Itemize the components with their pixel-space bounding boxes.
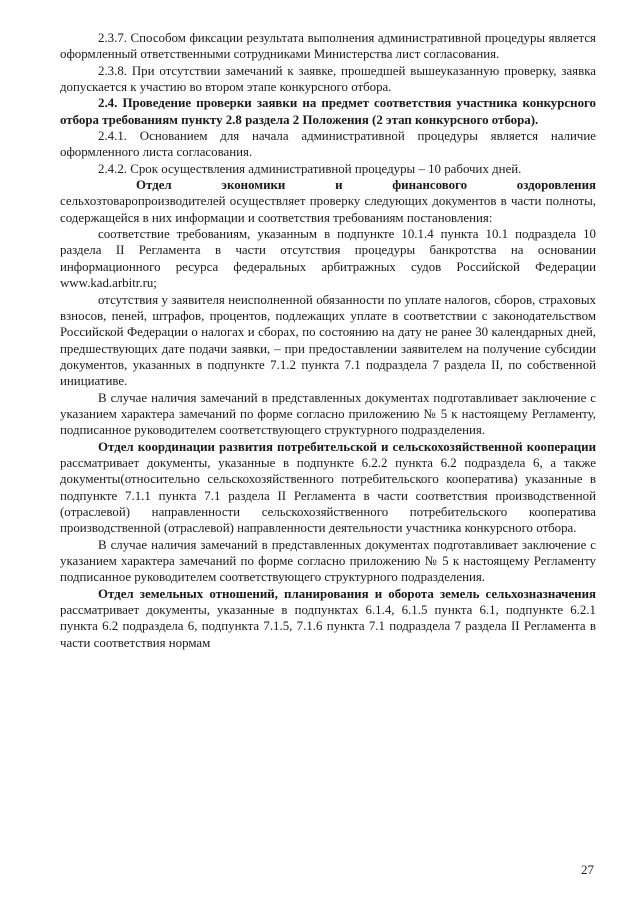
- section-heading-2-4: 2.4. Проведение проверки заявки на предмет соответствия участника конкурсного отбора требованиям пункту 2.8 раздела 2 Положения (2 этап конкурсного отбора).: [60, 96, 596, 127]
- paragraph-economics-department: [60, 177, 596, 226]
- paragraph-2-4-1: 2.4.1. Основанием для начала административной процедуры является наличие оформленного листа согласования.: [60, 129, 596, 160]
- paragraph-land-text: рассматривает документы, указанные в подпунктах 6.1.4, 6.1.5 пункта 6.1, подпункте 6.2.1 пункта 6.2 подраздела 6, подпункта 7.1.5, 7.1.6 пункта 7.1 подраздела 7 раздела II Регламента в части соответствия нормам: [60, 603, 596, 650]
- paragraph-2-4-2: 2.4.2. Срок осуществления административной процедуры – 10 рабочих дней.: [98, 161, 522, 176]
- paragraph-requirement-bankruptcy: соответствие требованиям, указанным в подпункте 10.1.4 пункта 10.1 подраздела 10 раздела II Регламента в части отсутствия процедуры банкротства на основании информационного ресурса федеральных арбитражных судов Российской Федерации www.kad.arbitr.ru;: [60, 227, 596, 291]
- paragraph-remarks-1: В случае наличия замечаний в представленных документах подготавливает заключение с указанием характера замечаний по форме согласно приложению № 5 к настоящему Регламенту, подписанное руководителем соответствующего структурного подразделения.: [60, 390, 596, 438]
- paragraph-requirement-taxes: отсутствия у заявителя неисполненной обязанности по уплате налогов, сборов, страховых взносов, пеней, штрафов, процентов, подлежащих уплате в соответствии с законодательством Российской Федерации о налогах и сборах, по состоянию на дату не ранее 30 календарных дней, предшествующих дате подачи заявки, – при предоставлении заявителем на получение субсидии документов, указанных в подпункте 7.1.2 пункта 7.1 подраздела 7 раздела II, по собственной инициативе.: [60, 292, 596, 389]
- paragraph-2-3-7: 2.3.7. Способом фиксации результата выполнения административной процедуры является оформленный ответственными сотрудниками Министерства лист согласования.: [60, 31, 596, 62]
- document-page: [60, 30, 596, 651]
- page-number: 27: [581, 862, 594, 877]
- paragraph-cooperation-text: рассматривает документы, указанные в подпункте 6.2.2 пункта 6.2 подраздела 6, а также документы(относительно сельскохозяйственного потребительского кооператива) указанные в подпункте 7.1.1 пункта 7.1 раздела II Регламента в части соответствия производственной (отраслевой) направленности сельскохозяйственного потребительского кооператива производственной (отраслевой) направленности деятельности участника конкурсного отбора.: [60, 455, 596, 536]
- paragraph-cooperation-department: [60, 439, 596, 537]
- department-name-land: Отдел земельных отношений, планирования и оборота земель сельхозназначения: [98, 586, 596, 601]
- department-name-cooperation: Отдел координации развития потребительской и сельскохозяйственной кооперации: [98, 439, 596, 454]
- paragraph-economics-text: сельхозтоваропроизводителей осуществляет проверку следующих документов в части полноты, содержащейся в них информации и соответствия требованиям постановления:: [60, 194, 596, 225]
- paragraph-2-3-8: 2.3.8. При отсутствии замечаний к заявке, прошедшей вышеуказанную проверку, заявка допускается к участию во втором этапе конкурсного отбора.: [60, 63, 596, 95]
- paragraph-remarks-2: В случае наличия замечаний в представленных документах подготавливает заключение с указанием характера замечаний по форме согласно приложению № 5 к настоящему Регламенту подписанное руководителем соответствующего структурного подразделения.: [60, 537, 596, 585]
- paragraph-land-department: [60, 586, 596, 651]
- department-name-economics: Отдел экономики и финансового оздоровления: [136, 178, 596, 193]
